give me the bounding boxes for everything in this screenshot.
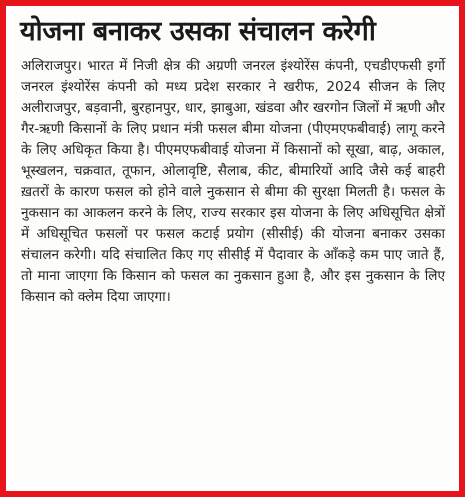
article-headline: योजना बनाकर उसका संचालन करेगी xyxy=(20,16,376,47)
article-body: अलिराजपुर। भारत में निजी क्षेत्र की अग्रणी जनरल इंश्योरेंस कंपनी, एचडीएफसी इर्गो जनरल इंश्योरेंस कंपनी को मध्य प्रदेश सरकार ने खरीफ, 2024 सीजन के लिए अलीराजपुर, बड़वानी, बुरहानपुर, धार, झाबुआ, खंडवा और खरगोन जिलों में ऋणी और गैर-ऋणी किसानों के लिए प्रधान मंत्री फसल बीमा योजना (पीएमएफबीवाई) लागू करने के लिए अधिकृत किया है। पीएमएफबीवाई योजना में किसानों को सूखा, बाढ़, अकाल, भूस्खलन, चक्रवात, तूफान, ओलावृष्टि, सैलाब, कीट, बीमारियों आदि जैसे कई बाहरी ख़तरों के कारण फसल को होने वाले नुकसान से बीमा की सुरक्षा मिलती है। फसल के नुकसान का आकलन करने के लिए, राज्य सरकार इस योजना के लिए अधिसूचित क्षेत्रों में अधिसूचित फसलों पर फसल कटाई प्रयोग (सीसीई) की योजना बनाकर उसका संचालन करेगी। यदि संचालित किए गए सीसीई में पैदावार के आँकड़े कम पाए जाते हैं, तो माना जाएगा कि किसान को फसल का नुकसान हुआ है, और इस नुकसान के लिए किसान को क्लेम दिया जाएगा। xyxy=(21,58,445,305)
newspaper-clipping xyxy=(14,14,451,483)
